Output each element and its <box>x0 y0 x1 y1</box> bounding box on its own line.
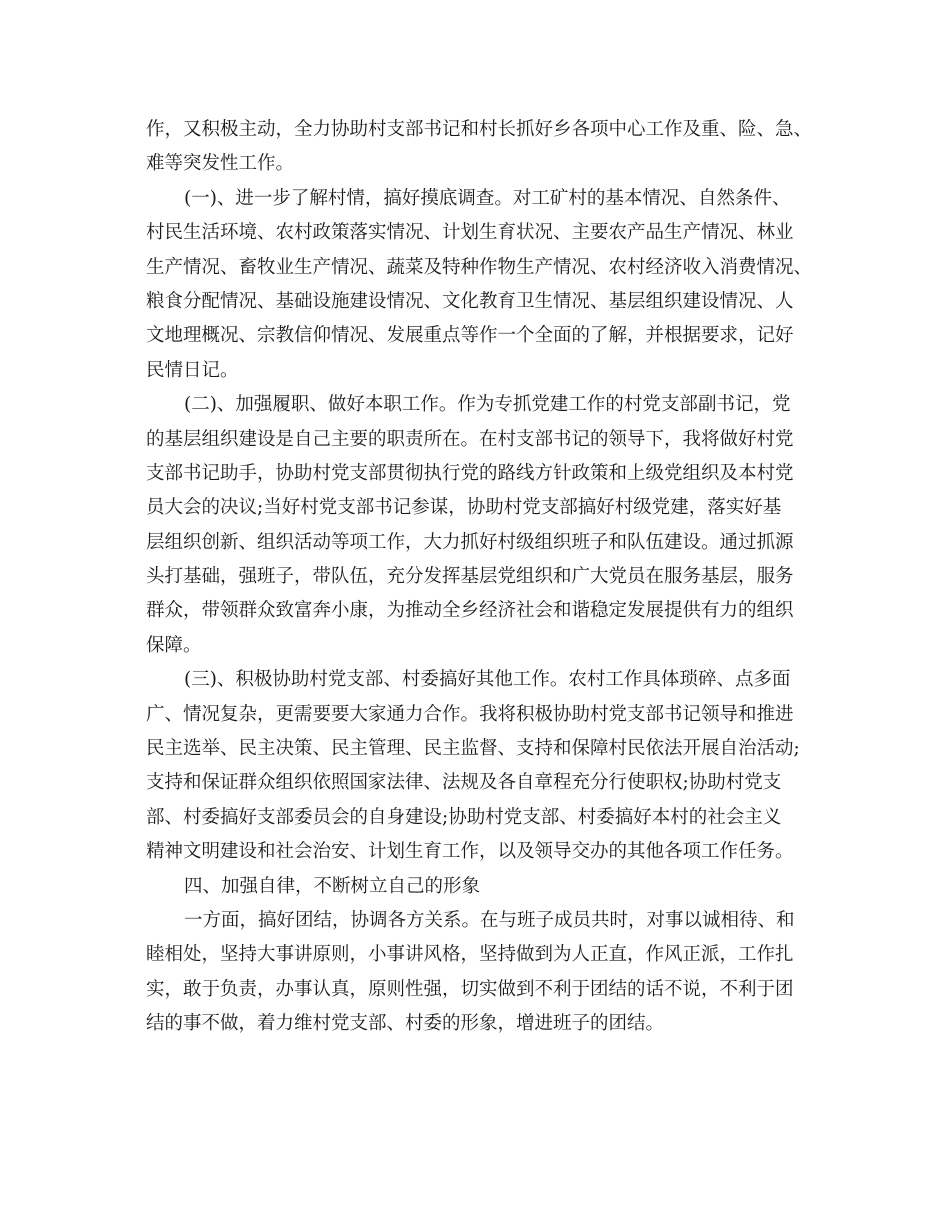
text-line: 一方面，搞好团结，协调各方关系。在与班子成员共时，对事以诚相待、和 <box>184 909 795 931</box>
text-line: (一)、进一步了解村情，搞好摸底调查。对工矿村的基本情况、自然条件、 <box>184 187 791 209</box>
text-line: 四、加强自律，不断树立自己的形象 <box>184 875 481 897</box>
text-line: 的基层组织建设是自己主要的职责所在。在村支部书记的领导下，我将做好村党 <box>146 428 794 450</box>
text-line: 生产情况、畜牧业生产情况、蔬菜及特种作物生产情况、农村经济收入消费情况、 <box>146 256 813 278</box>
text-line: 精神文明建设和社会治安、计划生育工作，以及领导交办的其他各项工作任务。 <box>146 841 794 863</box>
text-line: 保障。 <box>146 634 202 656</box>
document-body <box>146 113 813 1042</box>
text-line: 粮食分配情况、基础设施建设情况、文化教育卫生情况、基层组织建设情况、人 <box>146 290 794 312</box>
text-line: 作，又积极主动，全力协助村支部书记和村长抓好乡各项中心工作及重、险、急、 <box>146 119 813 140</box>
text-line: 员大会的决议;当好村党支部书记参谋，协助村党支部搞好村级党建，落实好基 <box>146 497 782 519</box>
text-line: 民情日记。 <box>146 359 239 381</box>
text-line: 支持和保证群众组织依照国家法律、法规及各自章程充分行使职权;协助村党支 <box>146 772 782 794</box>
text-line: 层组织创新、组织活动等项工作，大力抓好村级组织班子和队伍建设。通过抓源 <box>146 531 794 553</box>
text-line: 实，敢于负责，办事认真，原则性强，切实做到不利于团结的话不说，不利于团 <box>146 978 794 1000</box>
text-line: 群众，带领群众致富奔小康，为推动全乡经济社会和谐稳定发展提供有力的组织 <box>146 600 794 622</box>
text-line: 部、村委搞好支部委员会的自身建设;协助村党支部、村委搞好本村的社会主义 <box>146 806 782 828</box>
text-line: 村民生活环境、农村政策落实情况、计划生育状况、主要农产品生产情况、林业 <box>146 222 794 244</box>
text-line: 支部书记助手，协助村党支部贯彻执行党的路线方针政策和上级党组织及本村党 <box>146 462 794 484</box>
text-line: 民主选举、民主决策、民主管理、民主监督、支持和保障村民依法开展自治活动; <box>146 738 800 760</box>
text-line: 头打基础，强班子，带队伍，充分发挥基层党组织和广大党员在服务基层，服务 <box>146 566 794 588</box>
text-line: (三)、积极协助村党支部、村委搞好其他工作。农村工作具体琐碎、点多面 <box>184 669 791 691</box>
text-line: 文地理概况、宗教信仰情况、发展重点等作一个全面的了解，并根据要求，记好 <box>146 325 794 347</box>
text-line: 难等突发性工作。 <box>146 153 295 175</box>
text-line: (二)、加强履职、做好本职工作。作为专抓党建工作的村党支部副书记，党 <box>184 394 791 416</box>
text-line: 结的事不做，着力维村党支部、村委的形象，增进班子的团结。 <box>146 1013 665 1035</box>
text-line: 广、情况复杂，更需要要大家通力合作。我将积极协助村党支部书记领导和推进 <box>146 703 794 725</box>
text-line: 睦相处，坚持大事讲原则，小事讲风格，坚持做到为人正直，作风正派，工作扎 <box>146 944 794 966</box>
